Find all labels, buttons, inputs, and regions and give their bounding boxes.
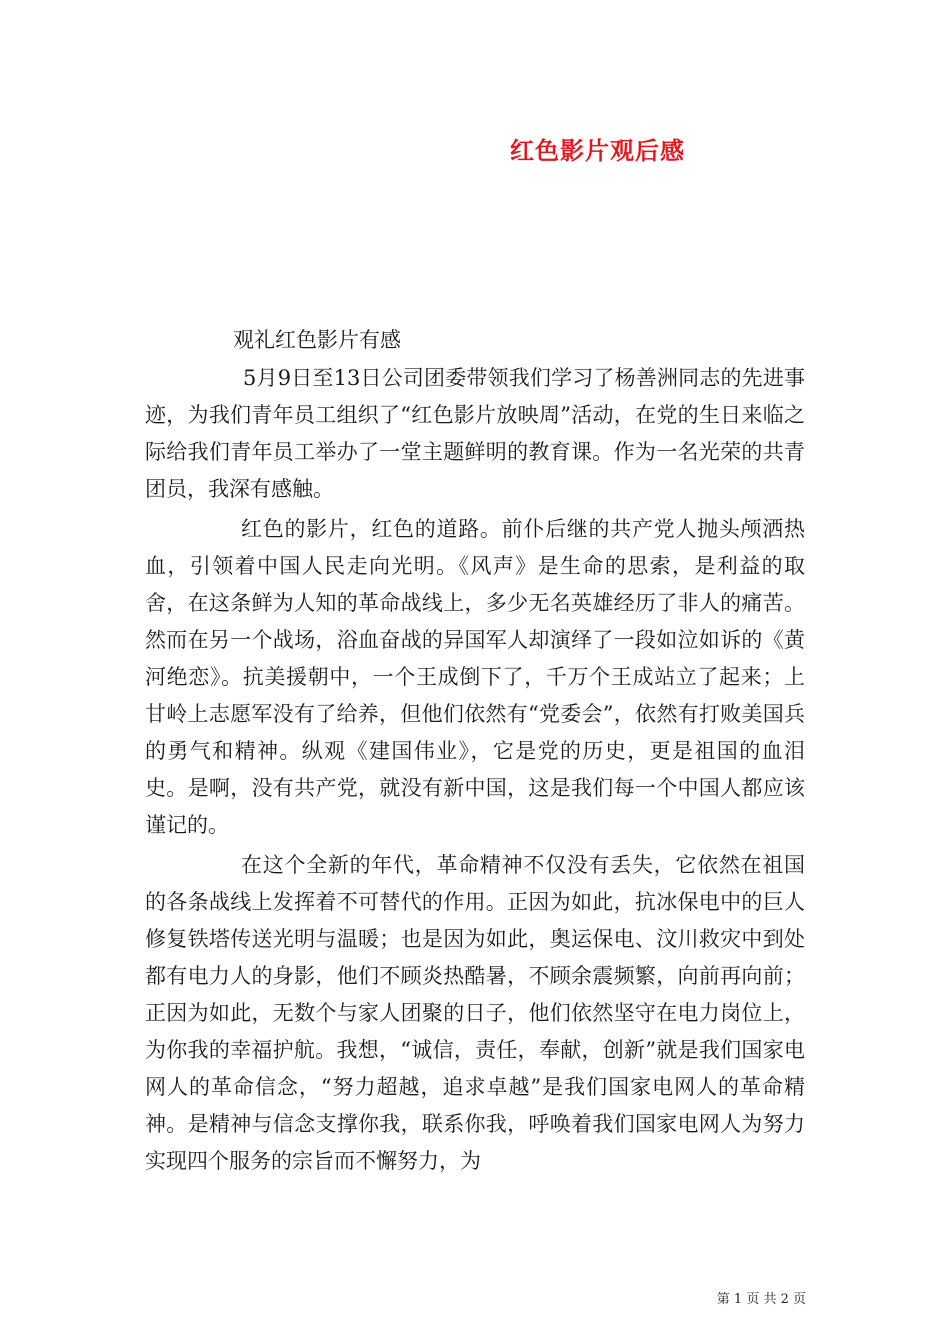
paragraph-3: 在这个全新的年代，革命精神不仅没有丢失，它依然在祖国的各条战线上发挥着不可替代的作用。正因为如此，抗冰保电中的巨人修复铁塔传送光明与温暖；也是因为如此，奥运保电、汶川救灾中到处都有电力人的身影，他们不顾炎热酷暑，不顾余震频繁，向前再向前；正因为如此，无数个与家人团聚的日子，他们依然坚守在电力岗位上，为你我的幸福护航。我想，“诚信，责任，奉献，创新”就是我们国家电网人的革命信念，“努力超越，追求卓越”是我们国家电网人的革命精神。是精神与信念支撑你我，联系你我，呼唤着我们国家电网人为努力实现四个服务的宗旨而不懈努力，为 — [145, 853, 805, 1173]
paragraph-1: 5月9日至13日公司团委带领我们学习了杨善洲同志的先进事迹，为我们青年员工组织了“红色影片放映周”活动，在党的生日来临之际给我们青年员工举办了一堂主题鲜明的教育课。作为一名光荣的共青团员，我深有感触。 — [145, 366, 805, 501]
paragraph-2: 红色的影片，红色的道路。前仆后继的共产党人抛头颅洒热血，引领着中国人民走向光明。《风声》是生命的思索，是利益的取舍，在这条鲜为人知的革命战线上，多少无名英雄经历了非人的痛苦。然而在另一个战场，浴血奋战的异国军人却演绎了一段如泣如诉的《黄河绝恋》。抗美援朝中，一个王成倒下了，千万个王成站立了起来；上甘岭上志愿军没有了给养，但他们依然有“党委会”，依然有打败美国兵的勇气和精神。纵观《建国伟业》，它是党的历史，更是祖国的血泪史。是啊，没有共产党，就没有新中国，这是我们每一个中国人都应该谨记的。 — [145, 517, 805, 837]
document-title: 红色影片观后感 — [510, 136, 685, 165]
document-subtitle: 观礼红色影片有感 — [233, 328, 401, 352]
document-body — [145, 320, 805, 1183]
page-number-footer: 第 1 页 共 2 页 — [716, 1292, 806, 1307]
